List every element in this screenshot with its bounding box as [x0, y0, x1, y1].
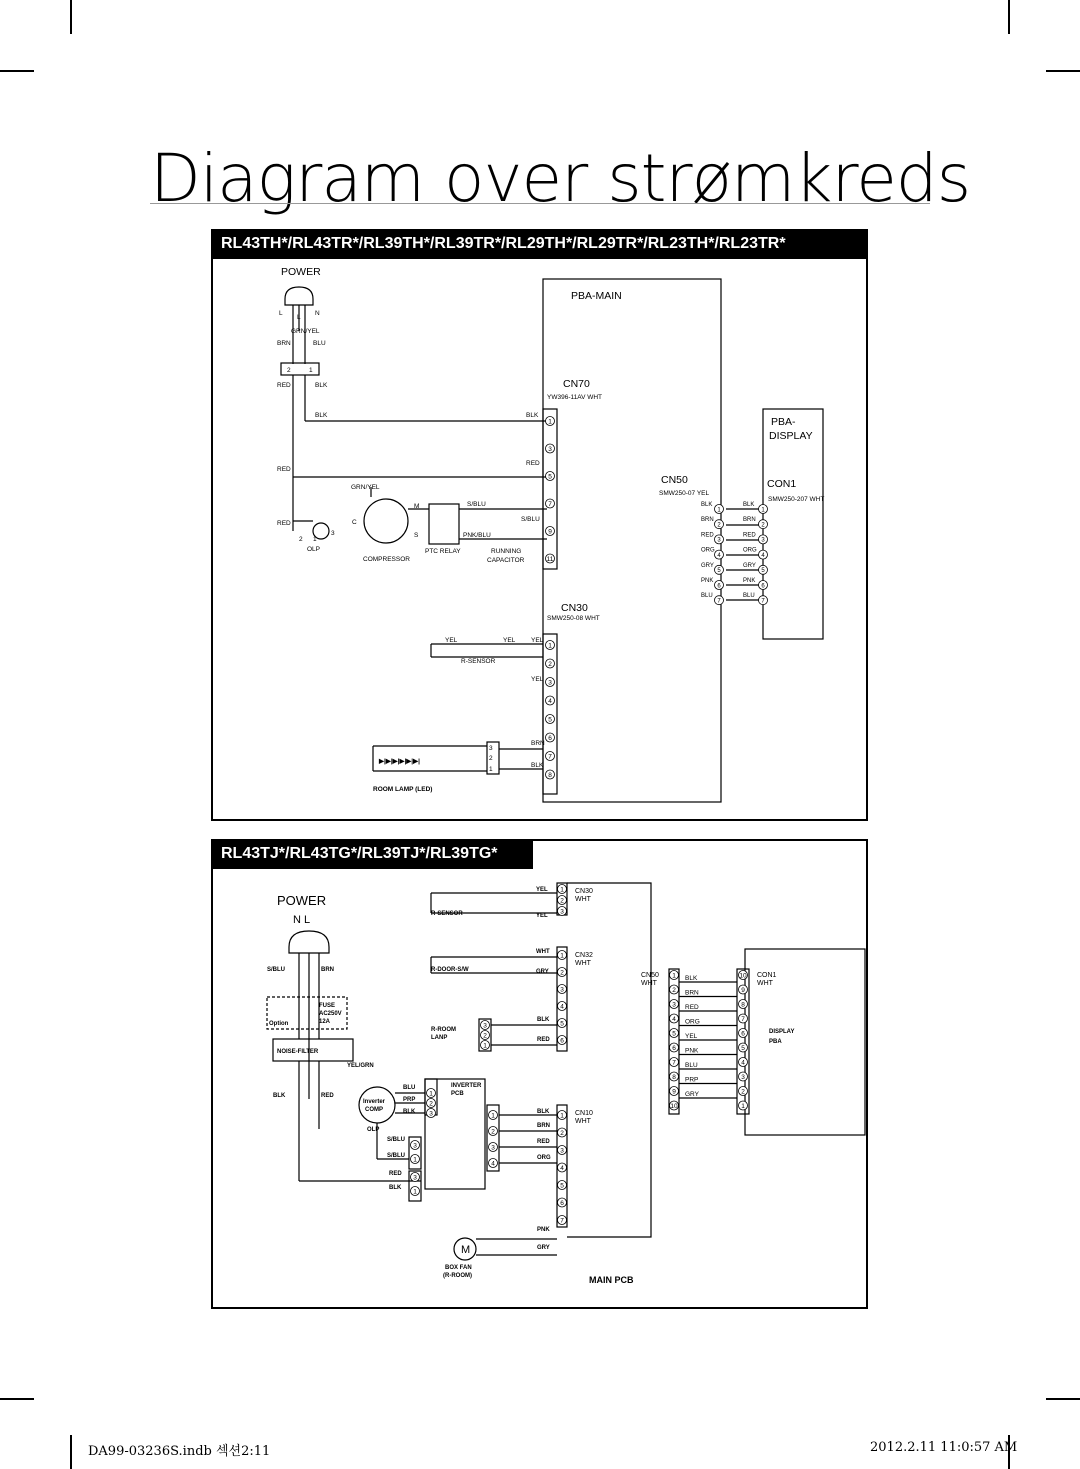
cn30-label: CN30 [561, 602, 588, 614]
p2-inv-out-pin-label: 4 [491, 1160, 495, 1168]
olp-label: OLP [307, 546, 321, 553]
inv-wire-blu: BLU [403, 1085, 416, 1091]
con1-wire-label: RED [743, 532, 756, 539]
p2-cn50-pin-label: 9 [672, 1088, 676, 1096]
cn50-pin-label: 3 [717, 537, 721, 544]
box-fan-label-2: (R-ROOM) [443, 1273, 472, 1279]
lamp-pin-2: 2 [489, 755, 493, 762]
plug-pin-2: 2 [287, 367, 291, 374]
lamp-pin-3: 3 [489, 745, 493, 752]
pba-display-label-2: DISPLAY [769, 430, 813, 442]
box-fan-label: BOX FAN [445, 1265, 472, 1271]
crop-mark [70, 1435, 72, 1469]
p2-cn32-pin-label: 3 [560, 986, 564, 994]
display-label: DISPLAY [769, 1029, 795, 1035]
p2-inv-out-pin-label: 3 [491, 1144, 495, 1152]
power-label: POWER [281, 266, 321, 278]
comp-label-2: Inverter [363, 1099, 386, 1105]
cn30-pin-label: 1 [548, 642, 552, 650]
r-sensor-2: R-SENSOR [431, 911, 463, 917]
p2-con1-pin-label: 6 [741, 1030, 745, 1038]
p2-cn50-wire-label: YEL [685, 1033, 698, 1040]
r-sensor-label: R-SENSOR [461, 658, 496, 665]
inv-sblu-2: S/BLU [387, 1153, 405, 1159]
con1-pin-label: 5 [761, 568, 765, 575]
cn50-wht: WHT [641, 980, 657, 987]
p2-cn32-pin-label: 6 [560, 1037, 564, 1045]
comp-c-label: C [352, 519, 357, 526]
main-pcb-label: MAIN PCB [589, 1275, 634, 1285]
cn70-red-left: RED [277, 466, 291, 473]
footer-right: 2012.2.11 11:0:57 AM [870, 1440, 1018, 1455]
plug-pin-1: 1 [309, 367, 313, 374]
cn50-pin-label: 6 [717, 583, 721, 590]
cn30-w1: YEL [536, 887, 548, 893]
fuse-label: FUSE [319, 1003, 336, 1009]
cn30-wht: WHT [575, 896, 591, 903]
page-title: Diagram over strømkreds [150, 140, 971, 217]
p2-inv-pin-label: 1 [429, 1090, 433, 1098]
olp-pin-1: 1 [313, 536, 317, 543]
p2-con1-pin-label: 4 [741, 1059, 745, 1067]
cn32-blk: BLK [537, 1017, 550, 1023]
fuse-spec: AC250V [319, 1011, 342, 1017]
con1-pin-label: 2 [761, 522, 765, 529]
plug-wire-red: RED [277, 382, 291, 389]
running-label: RUNNING [491, 548, 522, 555]
cn30-blk-label: BLK [531, 762, 544, 769]
p2-cn50-wire-label: GRY [685, 1091, 699, 1098]
crop-mark [70, 0, 72, 34]
cn32-red: RED [537, 1037, 550, 1043]
lamp-label-2: R-ROOM [431, 1027, 456, 1033]
p2-cn50-wire-label: BLK [685, 975, 698, 982]
comp-ground-label: GRN/YEL [351, 484, 380, 491]
p2-cn32-pin-label: 5 [560, 1020, 564, 1028]
p2-inv-pin-label: 2 [429, 1100, 433, 1108]
olp-label-2: OLP [367, 1127, 380, 1133]
crop-mark [1046, 1398, 1080, 1400]
plug2-left: S/BLU [267, 967, 285, 973]
comp-s-label: S [414, 532, 419, 539]
p2-relay-pin-label: 3 [413, 1174, 417, 1182]
cn50-pin-label: 5 [717, 568, 721, 575]
con1-wire-label: BLK [743, 502, 755, 508]
plug-ground-label: GRN/YEL [291, 328, 320, 335]
p2-cn32-pin-label: 4 [560, 1003, 564, 1011]
cn70-blk-left: BLK [315, 412, 328, 419]
panel-2-header: RL43TJ*/RL43TG*/RL39TJ*/RL39TG* [211, 839, 533, 869]
cn10-w1: BLK [537, 1109, 550, 1115]
p2-cn50-pin-label: 6 [672, 1044, 676, 1052]
cn70-part: YW396-11AV WHT [547, 394, 603, 401]
plug-l-label: L [297, 314, 301, 321]
cn70-pin-label: 1 [548, 418, 552, 426]
p2-cn50-pin-label: 5 [672, 1030, 676, 1038]
p2-relay-pin-label: 1 [413, 1188, 417, 1196]
cn30-label-2: CN30 [575, 888, 593, 895]
cn50-pin-label: 1 [717, 507, 721, 514]
p2-con1-pin-label: 9 [741, 986, 745, 994]
comp-m-label: M [414, 503, 420, 510]
cn50-label: CN50 [661, 474, 688, 486]
cn70-label: CN70 [563, 378, 590, 390]
p2-cn10-pin-label: 7 [560, 1217, 564, 1225]
p2-lamp-pin-label: 2 [483, 1032, 487, 1040]
comp-red-label: RED [277, 520, 291, 527]
cn30-part: SMW250-08 WHT [547, 615, 600, 622]
p2-cn50-wire-label: BLU [685, 1062, 698, 1069]
comp-sblu2-label: S/BLU [521, 516, 540, 523]
lamp-label-2b: LANP [431, 1035, 448, 1041]
fuse-amp: 12A [319, 1019, 331, 1025]
p2-cn50-pin-label: 7 [672, 1059, 676, 1067]
p2-cn10-pin-label: 1 [560, 1112, 564, 1120]
p2-cn50-pin-label: 4 [672, 1015, 676, 1023]
p2-cn32-pin-label: 2 [560, 969, 564, 977]
cn50-wire-label: BRN [701, 517, 714, 524]
p2-con1-pin-label: 1 [741, 1102, 745, 1110]
plug-n-side: N [315, 310, 320, 317]
cn50-label-2: CN50 [641, 972, 659, 979]
plug-left-wire: BRN [277, 340, 291, 347]
cn30-pin-label: 2 [548, 660, 552, 668]
p2-cn30-pin-label: 2 [560, 897, 564, 905]
p2-con1-pin-label: 5 [741, 1044, 745, 1052]
cn50-wire-label: ORG [701, 547, 715, 554]
con1-pin-label: 1 [761, 507, 765, 514]
inverter-label-2: PCB [451, 1091, 464, 1097]
cn30-yel-pin: YEL [531, 637, 544, 644]
p2-cn10-pin-label: 2 [560, 1129, 564, 1137]
p2-cn30-pin-label: 1 [560, 886, 564, 894]
cn50-pin-label: 2 [717, 522, 721, 529]
cn10-w2: BRN [537, 1123, 550, 1129]
con1-pin-label: 4 [761, 552, 765, 559]
crop-mark [1008, 0, 1010, 34]
p2-cn50-wire-label: PRP [685, 1076, 699, 1084]
p2-inv-out-pin-label: 2 [491, 1128, 495, 1136]
con1-pin-label: 3 [761, 537, 765, 544]
cn10-gry: GRY [537, 1245, 550, 1251]
p2-con1-pin-label: 8 [741, 1001, 745, 1009]
p2-con1-pin-label: 2 [741, 1088, 745, 1096]
p2-lamp-pin-label: 3 [483, 1022, 487, 1030]
p2-con1-pin-label: 3 [741, 1073, 745, 1081]
cn70-red-right: RED [526, 460, 540, 467]
cn30-w2: YEL [536, 913, 548, 919]
cn32-w1: WHT [536, 949, 550, 955]
nl-label: N L [293, 914, 311, 926]
cn50-wire-label: GRY [701, 562, 714, 569]
con1-wht: WHT [757, 980, 773, 987]
crop-mark [0, 1398, 34, 1400]
cn70-pin-label: 7 [548, 500, 552, 508]
fan-motor-label: M [461, 1244, 471, 1256]
circuit-diagram-2 [211, 869, 868, 1307]
p2-cn30-pin-label: 3 [560, 908, 564, 916]
footer-left: DA99-03236S.indb 섹션2:11 [88, 1444, 271, 1459]
plug2-blk: BLK [273, 1093, 286, 1099]
comp-pnkblu-label: PNK/BLU [463, 532, 491, 539]
plug-right-wire: BLU [313, 340, 326, 347]
comp-sblu-label: S/BLU [467, 501, 486, 508]
power-label-2: POWER [277, 893, 327, 908]
cn70-blk-right: BLK [526, 412, 539, 419]
cn50-wire-label: BLU [701, 593, 713, 600]
p2-cn50-wire-label: PNK [685, 1047, 699, 1055]
p2-cn50-pin-label: 3 [672, 1001, 676, 1009]
inv-blk: BLK [389, 1185, 402, 1191]
cn30-pin-label: 8 [548, 771, 552, 779]
p2-cn10-pin-label: 6 [560, 1199, 564, 1207]
cn30-pin-label: 7 [548, 753, 552, 761]
pba-main-label: PBA-MAIN [571, 290, 622, 302]
room-lamp-label: ROOM LAMP (LED) [373, 786, 433, 793]
panel-1-header: RL43TH*/RL43TR*/RL39TH*/RL39TR*/RL29TH*/RL29TR*/RL23TH*/RL23TR* [211, 229, 868, 259]
p2-cn10-pin-label: 3 [560, 1147, 564, 1155]
r-door-label: R-DOOR-S/W [431, 967, 469, 973]
inv-wire-blk: BLK [403, 1109, 416, 1115]
p2-olp-pin-label: 1 [413, 1156, 417, 1164]
cn32-label: CN32 [575, 952, 593, 959]
p2-cn10-pin-label: 5 [560, 1182, 564, 1190]
p2-lamp-pin-label: 1 [483, 1042, 487, 1050]
crop-mark [1046, 70, 1080, 72]
con1-pin-label: 7 [761, 598, 765, 605]
cn32-w2: GRY [536, 969, 549, 975]
con1-wire-label: BLU [743, 593, 755, 600]
cn70-pin-label: 3 [548, 445, 552, 453]
p2-cn10-pin-label: 4 [560, 1164, 564, 1172]
p2-cn50-pin-label: 10 [670, 1102, 678, 1110]
cn50-wire-label: PNK [701, 578, 714, 584]
lamp-pin-1: 1 [489, 766, 493, 773]
p2-inv-pin-label: 3 [429, 1110, 433, 1118]
cn30-yel-right: YEL [503, 637, 516, 644]
cn30-yel-left: YEL [445, 637, 458, 644]
cn10-pnk: PNK [537, 1227, 550, 1233]
crop-mark [0, 70, 34, 72]
cn50-wire-label: RED [701, 532, 714, 539]
noise-filter-label: NOISE-FILTER [277, 1049, 319, 1055]
con1-part: SMW250-207 WHT [768, 496, 825, 503]
plug2-right: BRN [321, 967, 334, 973]
p2-con1-pin-label: 10 [739, 972, 747, 980]
cn32-wht: WHT [575, 960, 591, 967]
plug2-red: RED [321, 1093, 334, 1099]
option-label: Option [269, 1021, 289, 1027]
inv-wire-prp: PRP [403, 1097, 416, 1103]
ground-label-2: YEL/GRN [347, 1063, 374, 1069]
con1-wire-label: PNK [743, 578, 756, 584]
con1-wire-label: GRY [743, 562, 756, 569]
cn30-yel-pin3: YEL [531, 676, 544, 683]
plug-l-side: L [279, 310, 283, 317]
cn70-pin-label: 5 [548, 473, 552, 481]
inv-sblu-1: S/BLU [387, 1137, 405, 1143]
con1-pin-label: 6 [761, 583, 765, 590]
p2-inv-out-pin-label: 1 [491, 1112, 495, 1120]
plug-wire-blk: BLK [315, 382, 328, 389]
p2-cn50-wire-label: RED [685, 1004, 699, 1011]
compressor-label: COMPRESSOR [363, 556, 410, 563]
p2-cn50-pin-label: 1 [672, 972, 676, 980]
p2-cn32-pin-label: 1 [560, 952, 564, 960]
cn50-wire-label: BLK [701, 502, 713, 508]
comp-label-2b: COMP [365, 1107, 383, 1113]
cn50-pin-label: 7 [717, 598, 721, 605]
led-string: ▶|▶|▶|▶|▶|▶| [379, 758, 420, 765]
cn30-pin-label: 6 [548, 734, 552, 742]
p2-cn50-pin-label: 8 [672, 1073, 676, 1081]
cn10-label: CN10 [575, 1110, 593, 1117]
con1-wire-label: ORG [743, 547, 757, 554]
cn10-w4: ORG [537, 1155, 551, 1161]
inverter-label: INVERTER [451, 1083, 482, 1089]
cn70-pin-label: 9 [548, 528, 552, 536]
title-rule [150, 203, 930, 204]
olp-pin-3: 3 [331, 530, 335, 537]
cn50-part: SMW250-07 YEL [659, 490, 710, 497]
inv-red: RED [389, 1171, 402, 1177]
pba-display-label: PBA- [771, 416, 796, 428]
cn10-wht: WHT [575, 1118, 591, 1125]
cn30-brn-label: BRN [531, 740, 545, 747]
con1-label: CON1 [767, 478, 797, 490]
p2-cn50-wire-label: BRN [685, 989, 699, 997]
capacitor-label: CAPACITOR [487, 557, 525, 564]
cn30-pin-label: 3 [548, 679, 552, 687]
cn30-pin-label: 5 [548, 716, 552, 724]
olp-pin-2: 2 [299, 536, 303, 543]
p2-cn50-wire-label: ORG [685, 1018, 700, 1026]
cn10-w3: RED [537, 1139, 550, 1145]
cn30-pin-label: 4 [548, 697, 552, 705]
p2-cn50-pin-label: 2 [672, 986, 676, 994]
pba-label: PBA [769, 1039, 782, 1045]
con1-wire-label: BRN [743, 517, 756, 524]
p2-con1-pin-label: 7 [741, 1015, 745, 1023]
p2-olp-pin-label: 3 [413, 1142, 417, 1150]
cn50-pin-label: 4 [717, 552, 721, 559]
con1-label-2: CON1 [757, 972, 777, 979]
ptc-relay-label: PTC RELAY [425, 548, 461, 555]
circuit-diagram-1 [211, 259, 868, 819]
cn70-pin-label: 11 [546, 555, 554, 563]
